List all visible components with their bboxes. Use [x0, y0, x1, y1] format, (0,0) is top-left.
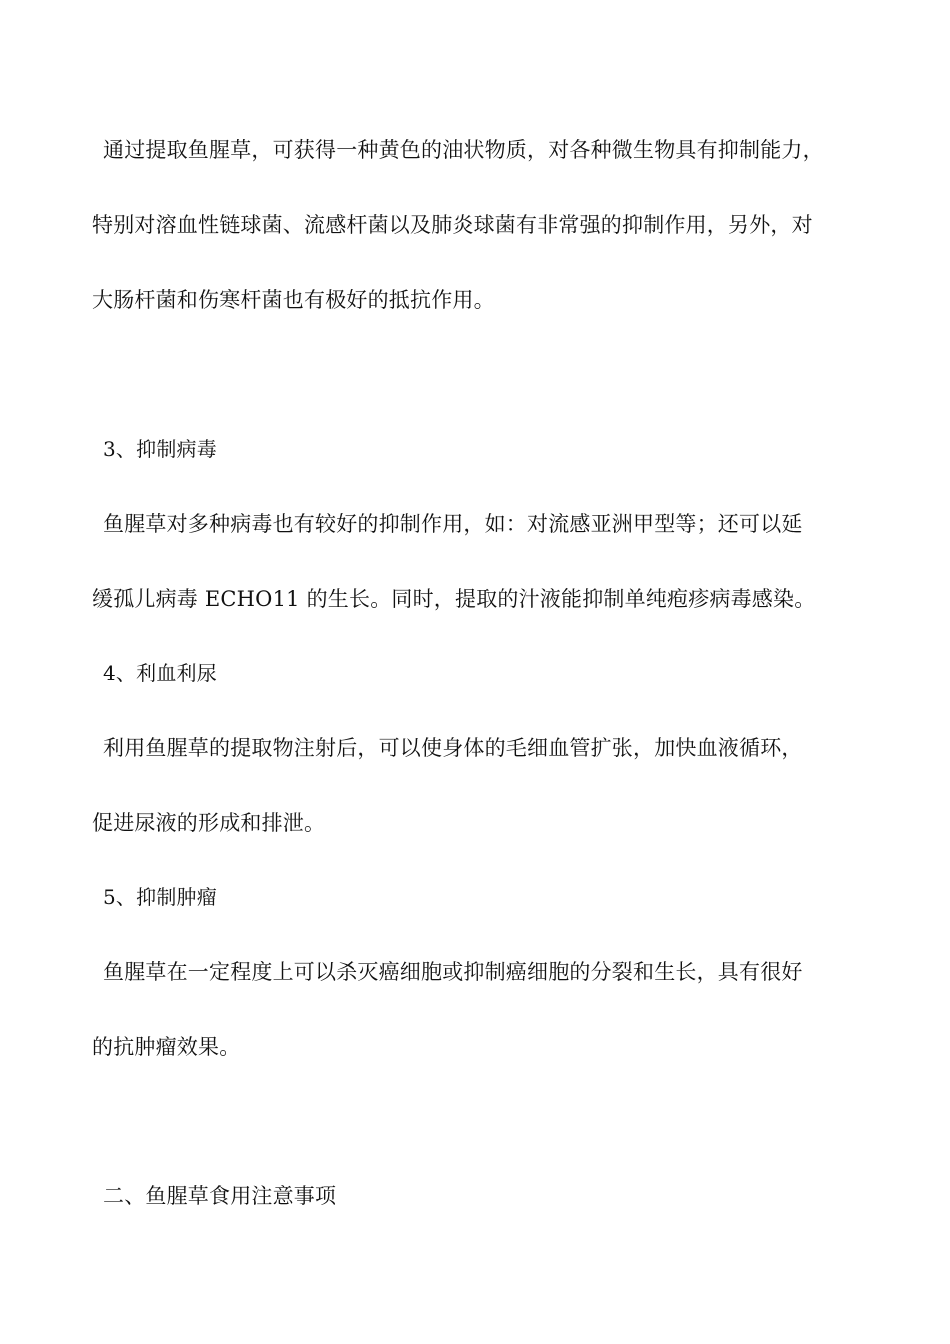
- paragraph-antiviral-line-1: 鱼腥草对多种病毒也有较好的抑制作用，如：对流感亚洲甲型等；还可以延: [103, 512, 803, 536]
- paragraph-diuretic-line-1: 利用鱼腥草的提取物注射后，可以使身体的毛细血管扩张，加快血液循环，: [103, 736, 803, 760]
- paragraph-antitumor-line-2: 的抗肿瘤效果。: [92, 1035, 241, 1059]
- paragraph-antitumor-line-1: 鱼腥草在一定程度上可以杀灭癌细胞或抑制癌细胞的分裂和生长，具有很好: [103, 960, 803, 984]
- paragraph-diuretic-line-2: 促进尿液的形成和排泄。: [92, 811, 326, 835]
- section-heading-precautions: 二、鱼腥草食用注意事项: [103, 1184, 337, 1208]
- heading-antitumor: 5、抑制肿瘤: [103, 885, 217, 909]
- heading-diuretic: 4、利血利尿: [103, 661, 217, 685]
- paragraph-antimicrobial-line-3: 大肠杆菌和伤寒杆菌也有极好的抵抗作用。: [92, 288, 495, 312]
- paragraph-antimicrobial-line-1: 通过提取鱼腥草，可获得一种黄色的油状物质，对各种微生物具有抑制能力，: [103, 138, 824, 162]
- heading-antiviral: 3、抑制病毒: [103, 437, 217, 461]
- paragraph-antimicrobial-line-2: 特别对溶血性链球菌、流感杆菌以及肺炎球菌有非常强的抑制作用，另外，对: [92, 213, 813, 237]
- paragraph-antiviral-line-2: 缓孤儿病毒 ECHO11 的生长。同时，提取的汁液能抑制单纯疱疹病毒感染。: [92, 587, 816, 611]
